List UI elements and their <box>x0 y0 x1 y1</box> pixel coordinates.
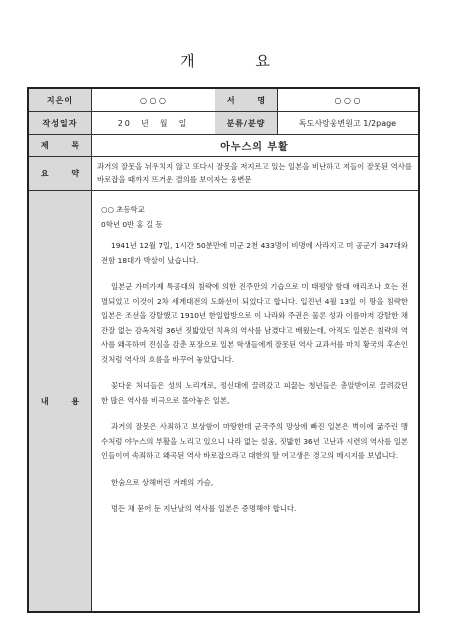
summary-text: 과거의 잘못을 뉘우치지 않고 또다시 잘못을 저지르고 있는 일본을 비난하고 저들이 잘못된 역사를 바로잡을 때까지 뜨거운 결의를 보이자는 웅변문 <box>97 162 412 184</box>
school-line: ○○ 초등학교 <box>101 205 145 214</box>
category-label: 분류/분량 <box>215 112 278 134</box>
date-label: 작성일자 <box>29 112 92 134</box>
content-body <box>91 191 418 611</box>
student-line: 0학년 0반 홍 길 동 <box>101 219 163 229</box>
paragraph-5: 한숨으로 상해버린 겨레의 가슴, <box>111 477 214 487</box>
seo-label: 서 명 <box>215 89 278 111</box>
title-label: 제 목 <box>29 135 92 156</box>
summary-label: 요 약 <box>29 157 92 190</box>
paragraph-3: 꽃다운 처녀들은 성의 노리개로, 정신대에 끌려갔고 피끓는 청년들은 총알받이로 끌려갔던 한 많은 역사를 비극으로 몰아놓은 일본, <box>101 381 408 405</box>
paragraph-6: 멍든 채 묻어 둔 지난날의 역사를 일본은 증명해야 합니다. <box>111 504 297 513</box>
date-value: 20 년 월 일 <box>91 112 216 134</box>
overview-form <box>27 87 420 613</box>
paragraph-1: 1941년 12월 7일, 1시간 50분만에 미군 2천 433명이 비명에 사라지고 미 공군기 347대와 전함 18대가 박살이 났습니다. <box>101 241 408 265</box>
document-title: 아누스의 부활 <box>220 142 289 153</box>
seo-value: ○ ○ ○ <box>334 95 361 105</box>
title-row <box>29 135 418 157</box>
content-row <box>29 191 418 611</box>
summary-row <box>29 157 418 191</box>
author-label: 지은이 <box>29 89 92 111</box>
date-row <box>29 112 418 135</box>
author-value: ○ ○ ○ <box>91 89 216 111</box>
author-row <box>29 89 418 112</box>
category-value: 독도사랑웅변원고 1/2page <box>298 118 397 128</box>
page-title: 개 요 <box>180 52 298 70</box>
paragraph-4: 과거의 잘못은 사죄하고 보상함이 마땅한데 군국주의 망상에 빠진 일본은 벽이에 굶주린 맹수처럼 야누스의 부활을 노리고 있으니 나라 없는 설움, 짓밟힌 36년 고난과 시련의 역사를 일본인들이여 속죄하고 왜곡된 역사 바로잡으라고 대한의 딸 여고생은 경고의 메시지를 보냅니다. <box>101 422 408 460</box>
paragraph-2: 일본군 가미가제 특공대의 침략에 의한 진주만의 기습으로 미 태평양 함대 애리조나 호는 전멸되었고 이것이 2차 세계대전의 도화선이 되었다고 합니다. 입진년 4월 13일 이 땅을 침략한 일본은 조선을 강탈했고 1910년 한일합방으로 이 나라와 주권은 물론 성과 이름마저 강탈한 채 잔잘 없는 감옥처럼 36년 짓밟았던 치욕의 역사를 남겼다고 배웠는데, 아직도 일본은 침략의 역사를 왜곡하여 진심을 감춘 포장으로 일본 학생들에게 잘못된 역사 교과서를 마치 황국의 후손인 것처럼 역사의 흐름을 바꾸어 놓았답니다. <box>101 282 408 364</box>
content-label: 내 용 <box>29 191 92 611</box>
